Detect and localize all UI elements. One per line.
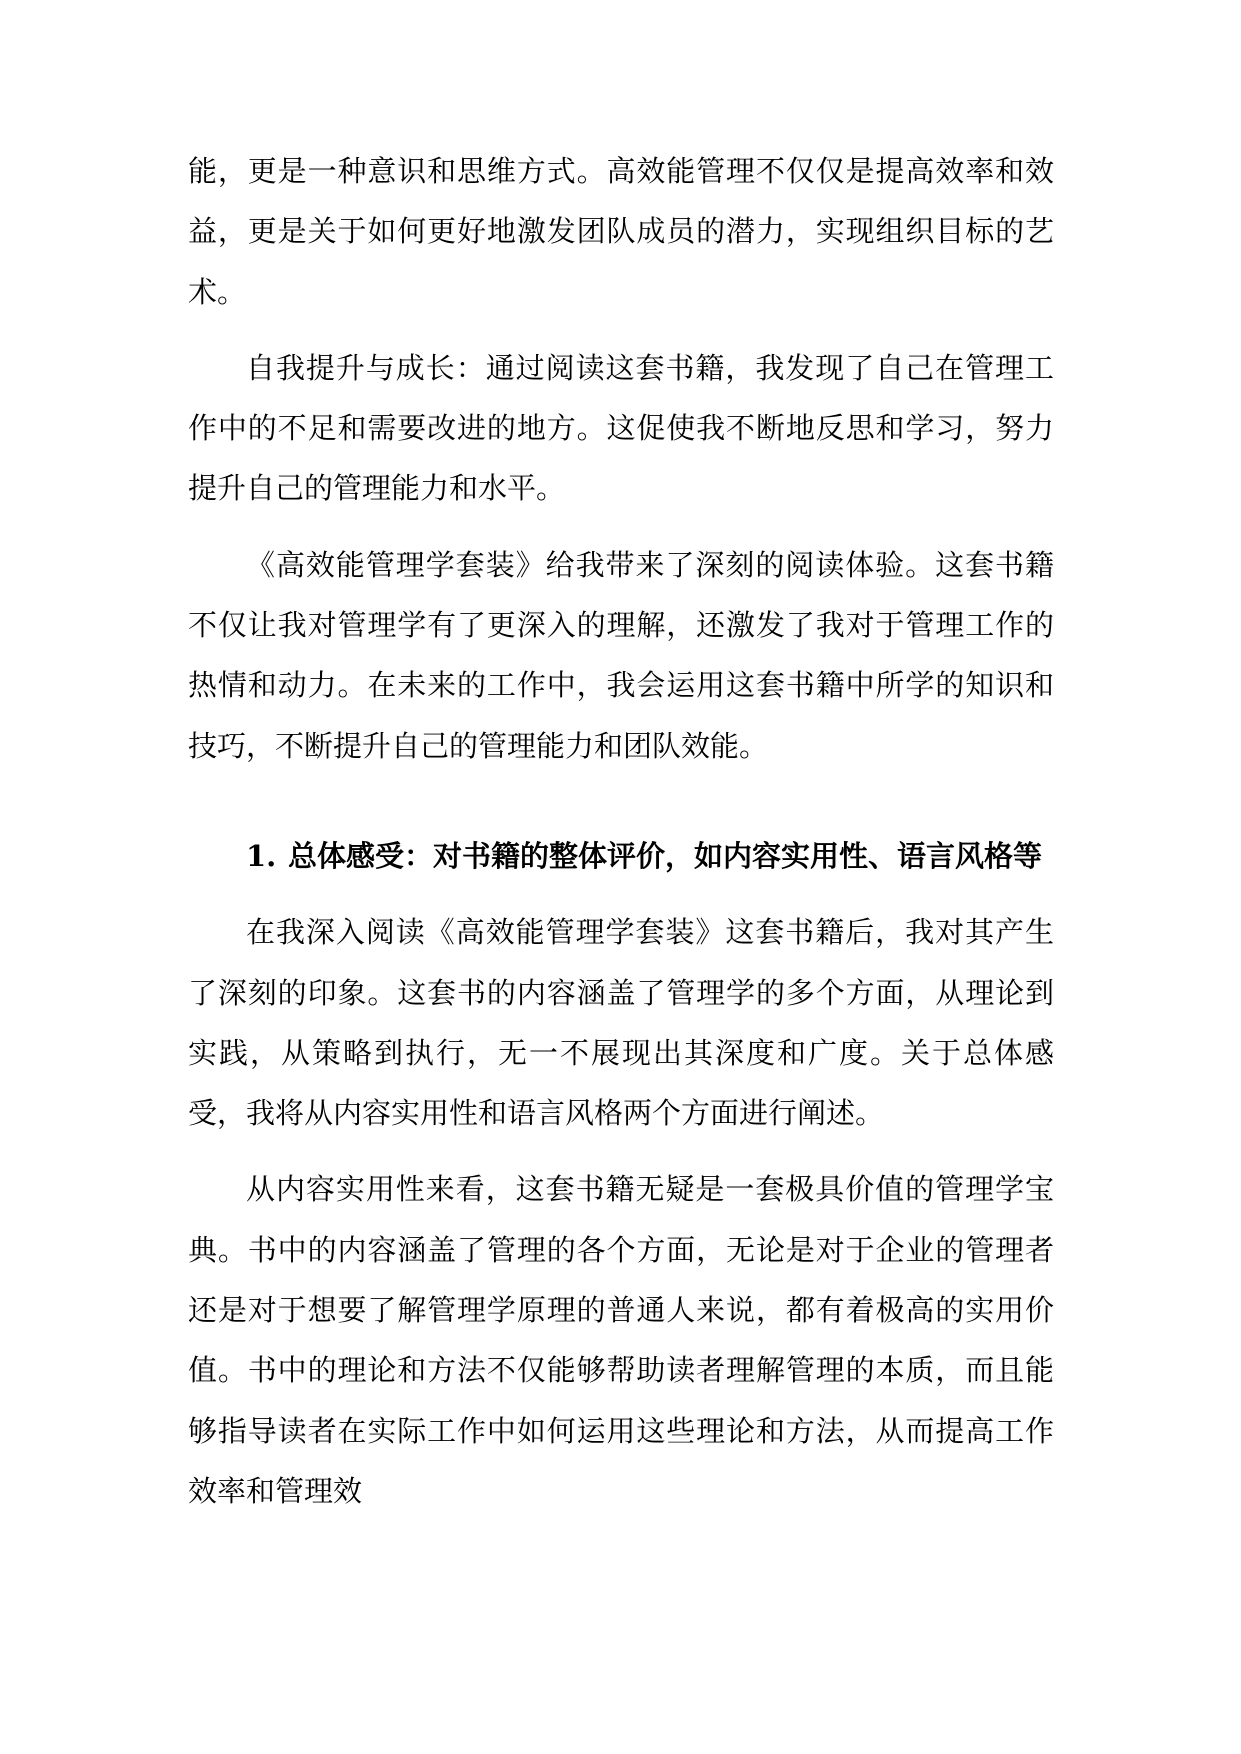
paragraph-overall-impression: 在我深入阅读《高效能管理学套装》这套书籍后，我对其产生了深刻的印象。这套书的内容涵盖了管理学的多个方面，从理论到实践，从策略到执行，无一不展现出其深度和广度。关于总体感受，我将从内容实用性和语言风格两个方面进行阐述。	[188, 915, 1054, 1131]
section-heading	[188, 826, 1054, 886]
section-number: 1.	[246, 838, 277, 873]
paragraph-spacer	[188, 886, 1054, 902]
paragraph-practicality: 从内容实用性来看，这套书籍无疑是一套极具价值的管理学宝典。书中的内容涵盖了管理的各个方面，无论是对于企业的管理者还是对于想要了解管理学原理的普通人来说，都有着极高的实用价值。书中的理论和方法不仅能够帮助读者理解管理的本质，而且能够指导读者在实际工作中如何运用这些理论和方法，从而提高工作效率和管理效	[188, 1172, 1054, 1508]
document-body	[188, 141, 1054, 1521]
paragraph-self-improvement: 自我提升与成长：通过阅读这套书籍，我发现了自己在管理工作中的不足和需要改进的地方。这促使我不断地反思和学习，努力提升自己的管理能力和水平。	[188, 350, 1054, 506]
paragraph-reading-experience: 《高效能管理学套装》给我带来了深刻的阅读体验。这套书籍不仅让我对管理学有了更深入的理解，还激发了我对于管理工作的热情和动力。在未来的工作中，我会运用这套书籍中所学的知识和技巧，不断提升自己的管理能力和团队效能。	[188, 547, 1054, 763]
section-title: 总体感受：对书籍的整体评价，如内容实用性、语言风格等	[288, 838, 1043, 873]
section-spacer	[188, 776, 1054, 826]
paragraph-spacer	[188, 1143, 1054, 1159]
paragraph-continued: 能，更是一种意识和思维方式。高效能管理不仅仅是提高效率和效益，更是关于如何更好地激发团队成员的潜力，实现组织目标的艺术。	[188, 154, 1054, 309]
paragraph-spacer	[188, 519, 1054, 535]
paragraph-spacer	[188, 322, 1054, 338]
